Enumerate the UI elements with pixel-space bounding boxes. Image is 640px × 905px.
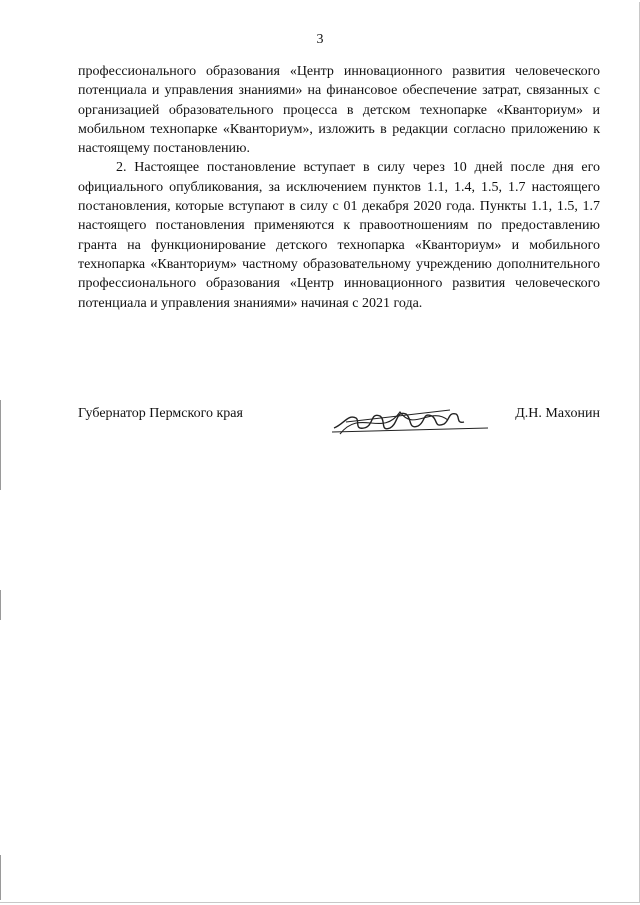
signature-block [78,398,600,448]
handwritten-signature [330,398,490,444]
signer-title: Губернатор Пермского края [78,406,243,421]
document-body [78,62,600,313]
signer-name: Д.Н. Махонин [515,406,600,421]
paragraph-continuation: профессионального образования «Центр инновационного развития человеческого потенциала и управления знаниями» на финансовое обеспечение затрат, связанных с организацией образовательного процесса в детском технопарке «Кванториум» и мобильном технопарке «Кванториум», изложить в редакции согласно приложению к настоящему постановлению. [78,64,600,157]
scan-edge-mark [0,590,1,620]
page-number: 3 [316,32,324,47]
scan-edge-mark [0,855,1,900]
paragraph-2: 2. Настоящее постановление вступает в силу через 10 дней после дня его официального опубликования, за исключением пунктов 1.1, 1.4, 1.5, 1.7 настоящего постановления, которые вступают в силу с 01 декабря 2020 года. Пункты 1.1, 1.5, 1.7 настоящего постановления применяются к правоотношениям по предоставлению гранта на функционирование детского технопарка «Кванториум» и мобильного технопарка «Кванториум» частному образовательному учреждению дополнительного профессионального образования «Центр инновационного развития человеческого потенциала и управления знаниями» начиная с 2021 года. [78,160,600,311]
scan-edge-mark [0,902,640,903]
scan-edge-mark [0,400,1,490]
